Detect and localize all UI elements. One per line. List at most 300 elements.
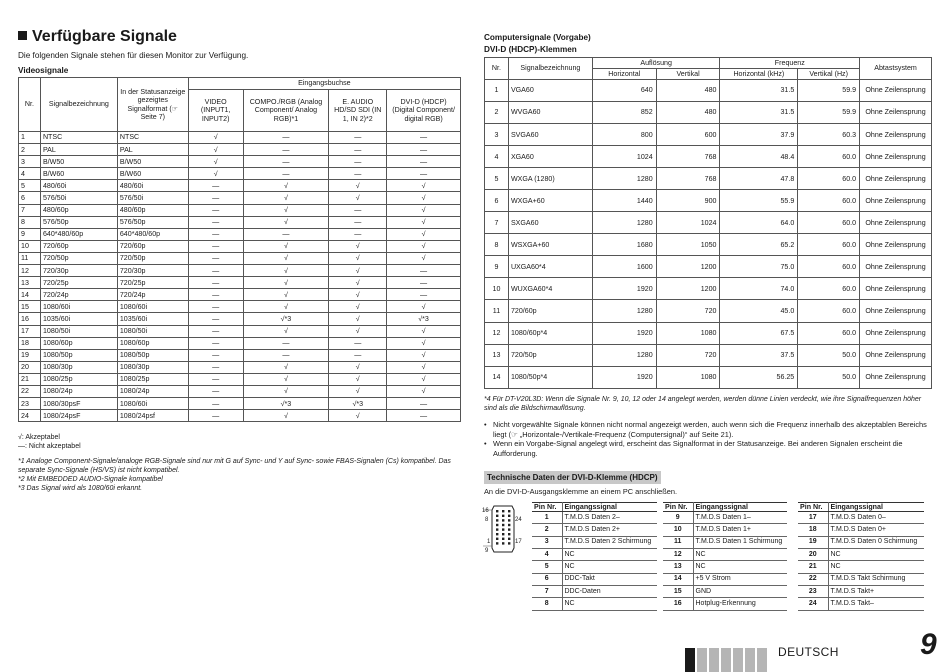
cell-input-signal: T.M.D.S Daten 2+ [562, 524, 657, 536]
pin-row [663, 512, 787, 524]
cell-res-h: 1600 [592, 256, 656, 278]
pin-row [798, 524, 924, 536]
cell-nr: 16 [19, 313, 41, 325]
note-item: • Wenn ein Vorgabe-Signal angelegt wird, erscheint das Signalformat in der Statusanzeige. Bei anderen Signalen erscheint die Aufforderung. [484, 439, 932, 458]
col-frequency: Frequenz [720, 58, 860, 69]
connector-pin [508, 510, 510, 512]
cell-signal-name: 720/60p [40, 240, 117, 252]
pin-row [532, 573, 657, 585]
tab-bar [733, 648, 743, 672]
cell-nr: 1 [485, 80, 509, 102]
cell-freq-h: 31.5 [720, 102, 798, 124]
cell-video: — [188, 180, 243, 192]
cell-status-format: 576/50p [117, 216, 188, 228]
connector-pin [502, 528, 504, 530]
cell-signal-name: 640*480/60p [40, 228, 117, 240]
cell-freq-h: 37.9 [720, 124, 798, 146]
cell-nr: 10 [485, 278, 509, 300]
cell-eaudio: √ [329, 313, 387, 325]
table-row [19, 168, 461, 180]
cell-freq-v: 60.0 [798, 256, 860, 278]
cell-freq-v: 60.0 [798, 300, 860, 322]
table-row [19, 216, 461, 228]
cell-res-h: 1280 [592, 344, 656, 366]
cell-signal-name: 720/50p [40, 252, 117, 264]
connector-pin [496, 519, 498, 521]
cell-signal-name: 720/30p [40, 265, 117, 277]
cell-eaudio: √ [329, 410, 387, 422]
table-row [19, 361, 461, 373]
dvi-pin-label: 8 [485, 517, 489, 523]
pin-row [663, 585, 787, 597]
cell-scan: Ohne Zeilensprung [860, 168, 932, 190]
table-row [485, 146, 932, 168]
cell-input-signal: T.M.D.S Takt Schirmung [828, 573, 924, 585]
col-res-vertical: Vertikal [656, 69, 720, 80]
cell-signal-name: 1035/60i [40, 313, 117, 325]
cell-signal-name: 1080/30p [40, 361, 117, 373]
pin-row [798, 549, 924, 561]
cell-compo-rgb: √ [243, 204, 329, 216]
table-row [19, 289, 461, 301]
cell-freq-v: 60.0 [798, 212, 860, 234]
cell-eaudio: √ [329, 180, 387, 192]
cell-status-format: NTSC [117, 132, 188, 144]
footnote-1: *1 Analoge Component-Signale/analoge RGB-Signale sind nur mit G auf Sync- und Y auf Sync- sowie FBAS-Signalen (Cs) kompatibel. Das separate Sync-Signale (HS/VS) ist nicht kompatibel. [18, 458, 451, 474]
table-row [19, 337, 461, 349]
cell-video: √ [188, 144, 243, 156]
dvi-pin-table-2 [663, 502, 787, 611]
cell-freq-v: 60.0 [798, 190, 860, 212]
cell-pin-nr: 22 [798, 573, 828, 585]
cell-freq-v: 50.0 [798, 344, 860, 366]
cell-res-v: 1080 [656, 366, 720, 388]
table-row [19, 277, 461, 289]
tab-bar [685, 648, 695, 672]
cell-signal-name: B/W60 [40, 168, 117, 180]
pin-row [532, 598, 657, 610]
cell-dvi: √ [387, 180, 461, 192]
cell-video: — [188, 204, 243, 216]
cell-compo-rgb: — [243, 156, 329, 168]
cell-res-h: 1280 [592, 212, 656, 234]
cell-compo-rgb: √ [243, 410, 329, 422]
cell-scan: Ohne Zeilensprung [860, 80, 932, 102]
cell-res-v: 1024 [656, 212, 720, 234]
cell-input-signal: T.M.D.S Daten 0– [828, 512, 924, 524]
cell-signal-name: 576/50p [40, 216, 117, 228]
cell-signal-name: WVGA60 [508, 102, 592, 124]
cell-dvi: √ [387, 337, 461, 349]
connector-pin [496, 515, 498, 517]
table-row [19, 349, 461, 361]
cell-status-format: 1080/24psf [117, 410, 188, 422]
cell-eaudio: — [329, 228, 387, 240]
cell-dvi: √ [387, 325, 461, 337]
cell-signal-name: SVGA60 [508, 124, 592, 146]
square-bullet-icon [18, 31, 27, 40]
connector-pin [496, 524, 498, 526]
cell-signal-name: 1080/60i [40, 301, 117, 313]
cell-pin-nr: 20 [798, 549, 828, 561]
cell-dvi: √ [387, 385, 461, 397]
cell-status-format: 640*480/60p [117, 228, 188, 240]
table-row [485, 124, 932, 146]
cell-input-signal: T.M.D.S Takt– [828, 598, 924, 610]
cell-input-signal: NC [562, 561, 657, 573]
cell-nr: 13 [485, 344, 509, 366]
cell-res-h: 852 [592, 102, 656, 124]
cell-eaudio: √ [329, 301, 387, 313]
cell-res-h: 1280 [592, 168, 656, 190]
cell-pin-nr: 12 [663, 549, 693, 561]
cell-status-format: 1080/50i [117, 325, 188, 337]
pin-row [798, 585, 924, 597]
cell-res-h: 1920 [592, 322, 656, 344]
cell-freq-h: 56.25 [720, 366, 798, 388]
cell-signal-name: 1080/60p [40, 337, 117, 349]
dvi-pin-label: 24 [515, 517, 522, 523]
cell-nr: 3 [485, 124, 509, 146]
connector-pin [496, 528, 498, 530]
cell-res-h: 1680 [592, 234, 656, 256]
cell-signal-name: 1080/30psF [40, 398, 117, 410]
cell-video: — [188, 252, 243, 264]
pin-row [532, 561, 657, 573]
cell-signal-name: 1080/50p*4 [508, 366, 592, 388]
cell-input-signal: T.M.D.S Daten 1– [693, 512, 787, 524]
connector-pin [508, 519, 510, 521]
cell-res-v: 768 [656, 168, 720, 190]
video-signals-table [18, 77, 461, 422]
cell-input-signal: T.M.D.S Daten 0 Schirmung [828, 536, 924, 548]
table-row [485, 168, 932, 190]
cell-signal-name: 480/60i [40, 180, 117, 192]
table-row [19, 410, 461, 422]
cell-status-format: 720/24p [117, 289, 188, 301]
table-row [19, 144, 461, 156]
cell-signal-name: B/W50 [40, 156, 117, 168]
cell-nr: 8 [19, 216, 41, 228]
cell-input-signal: DDC-Takt [562, 573, 657, 585]
cell-eaudio: √ [329, 192, 387, 204]
col-signal-name: Signalbezeichnung [40, 78, 117, 132]
table-row [19, 240, 461, 252]
cell-video: — [188, 265, 243, 277]
table-row [19, 385, 461, 397]
cell-scan: Ohne Zeilensprung [860, 234, 932, 256]
cell-nr: 6 [485, 190, 509, 212]
cell-compo-rgb: — [243, 228, 329, 240]
table-row [485, 234, 932, 256]
col-nr: Nr. [485, 58, 509, 80]
table-row [485, 256, 932, 278]
cell-signal-name: 1080/24psF [40, 410, 117, 422]
cell-nr: 2 [19, 144, 41, 156]
cell-freq-h: 67.5 [720, 322, 798, 344]
table-row [485, 102, 932, 124]
cell-res-v: 600 [656, 124, 720, 146]
connector-pin [508, 542, 510, 544]
note-item: • Nicht vorgewählte Signale können nicht normal angezeigt werden, auch wenn sich die Frequenz innerhalb des akzeptablen Bereichs liegt (☞ „Horizontale-/Vertikale-Frequenz (Computersignal)“ auf Seite 21). [484, 420, 932, 439]
cell-res-h: 1920 [592, 278, 656, 300]
table-row [19, 180, 461, 192]
cell-nr: 14 [485, 366, 509, 388]
cell-video: — [188, 289, 243, 301]
cell-scan: Ohne Zeilensprung [860, 300, 932, 322]
cell-input-signal: +5 V Strom [693, 573, 787, 585]
dvi-pin-table-3 [798, 502, 924, 611]
table-row [19, 228, 461, 240]
cell-eaudio: — [329, 216, 387, 228]
cell-freq-v: 50.0 [798, 366, 860, 388]
computer-footnote: *4 Für DT-V20L3D: Wenn die Signale Nr. 9, 10, 12 oder 14 angelegt werden, werden dünne Linien verdeckt, wie ihre Signalfrequenzen höher sind als die Bildschirmauflösung. [484, 396, 922, 412]
cell-eaudio: √ [329, 361, 387, 373]
cell-nr: 6 [19, 192, 41, 204]
page-number: 9 [920, 628, 937, 661]
table-row [19, 398, 461, 410]
cell-compo-rgb: √ [243, 252, 329, 264]
cell-dvi: √ [387, 349, 461, 361]
pin-row [663, 524, 787, 536]
cell-input-signal: NC [562, 549, 657, 561]
col-signal-name: Signalbezeichnung [508, 58, 592, 80]
connector-pin [502, 524, 504, 526]
cell-input-signal: NC [693, 561, 787, 573]
cell-res-h: 1440 [592, 190, 656, 212]
cell-input-signal: NC [693, 549, 787, 561]
dvi-pin-table-1 [532, 502, 657, 611]
col-input-signal: Eingangssignal [693, 503, 787, 512]
cell-compo-rgb: √ [243, 192, 329, 204]
cell-freq-v: 59.9 [798, 102, 860, 124]
cell-nr: 12 [19, 265, 41, 277]
cell-nr: 11 [19, 252, 41, 264]
col-pin-nr: Pin Nr. [663, 503, 693, 512]
dvi-pin-label: 1 [487, 539, 491, 545]
computer-section-title: Computersignale (Vorgabe) [484, 33, 591, 42]
cell-compo-rgb: — [243, 349, 329, 361]
cell-pin-nr: 2 [532, 524, 562, 536]
intro-text: Die folgenden Signale stehen für diesen Monitor zur Verfügung. [18, 51, 249, 60]
cell-dvi: √*3 [387, 313, 461, 325]
cell-input-signal: Hotplug-Erkennung [693, 598, 787, 610]
cell-input-signal: T.M.D.S Daten 2 Schirmung [562, 536, 657, 548]
table-row [19, 325, 461, 337]
connector-pin [496, 533, 498, 535]
dvi-section-title: Technische Daten der DVI-D-Klemme (HDCP) [484, 471, 661, 484]
cell-freq-h: 75.0 [720, 256, 798, 278]
cell-video: — [188, 373, 243, 385]
cell-video: — [188, 325, 243, 337]
pin-row [798, 598, 924, 610]
cell-scan: Ohne Zeilensprung [860, 102, 932, 124]
table-row [19, 252, 461, 264]
cell-compo-rgb: √ [243, 180, 329, 192]
cell-pin-nr: 19 [798, 536, 828, 548]
pin-row [532, 524, 657, 536]
cell-status-format: 480/60p [117, 204, 188, 216]
connector-pin [508, 515, 510, 517]
cell-signal-name: WUXGA60*4 [508, 278, 592, 300]
table-row [19, 265, 461, 277]
cell-freq-h: 45.0 [720, 300, 798, 322]
cell-res-v: 480 [656, 102, 720, 124]
computer-section-subtitle: DVI-D (HDCP)-Klemmen [484, 45, 577, 54]
cell-pin-nr: 24 [798, 598, 828, 610]
cell-compo-rgb: √ [243, 289, 329, 301]
cell-input-signal: NC [562, 598, 657, 610]
dvi-pin-label: 9 [485, 548, 489, 554]
cell-status-format: PAL [117, 144, 188, 156]
cell-scan: Ohne Zeilensprung [860, 212, 932, 234]
connector-pin [502, 515, 504, 517]
cell-signal-name: SXGA60 [508, 212, 592, 234]
cell-signal-name: WSXGA+60 [508, 234, 592, 256]
cell-status-format: 1080/50p [117, 349, 188, 361]
cell-status-format: 1080/25p [117, 373, 188, 385]
pin-row [663, 549, 787, 561]
cell-pin-nr: 11 [663, 536, 693, 548]
cell-eaudio: √ [329, 277, 387, 289]
cell-signal-name: 480/60p [40, 204, 117, 216]
col-input-signal: Eingangssignal [828, 503, 924, 512]
cell-status-format: 576/50i [117, 192, 188, 204]
cell-freq-v: 60.3 [798, 124, 860, 146]
video-footnotes [18, 458, 461, 494]
cell-nr: 21 [19, 373, 41, 385]
cell-nr: 14 [19, 289, 41, 301]
cell-nr: 10 [19, 240, 41, 252]
table-row [485, 278, 932, 300]
cell-dvi: — [387, 289, 461, 301]
cell-status-format: 1080/60i [117, 398, 188, 410]
computer-signals-table [484, 57, 932, 389]
cell-eaudio: √ [329, 240, 387, 252]
cell-status-format: 1080/60i [117, 301, 188, 313]
table-row [19, 156, 461, 168]
cell-input-signal: T.M.D.S Daten 1 Schirmung [693, 536, 787, 548]
col-status-format: In der Statusanzeige gezeigtes Signalformat (☞ Seite 7) [117, 78, 188, 132]
cell-eaudio: √ [329, 373, 387, 385]
cell-signal-name: 1080/25p [40, 373, 117, 385]
cell-res-v: 720 [656, 300, 720, 322]
computer-table-body [485, 80, 932, 389]
pin-row [532, 512, 657, 524]
cell-dvi: — [387, 410, 461, 422]
cell-pin-nr: 4 [532, 549, 562, 561]
cell-freq-v: 60.0 [798, 168, 860, 190]
cell-nr: 17 [19, 325, 41, 337]
cell-dvi: — [387, 398, 461, 410]
cell-res-v: 768 [656, 146, 720, 168]
cell-res-v: 1200 [656, 278, 720, 300]
cell-scan: Ohne Zeilensprung [860, 190, 932, 212]
cell-nr: 9 [485, 256, 509, 278]
cell-pin-nr: 16 [663, 598, 693, 610]
cell-eaudio: — [329, 204, 387, 216]
table-row [19, 204, 461, 216]
video-table-body [19, 132, 461, 422]
connector-pin [508, 528, 510, 530]
cell-eaudio: — [329, 168, 387, 180]
cell-status-format: 1035/60i [117, 313, 188, 325]
computer-notes [484, 420, 932, 459]
cell-compo-rgb: √ [243, 265, 329, 277]
cell-res-h: 800 [592, 124, 656, 146]
connector-pin [502, 542, 504, 544]
table-row [485, 322, 932, 344]
cell-signal-name: 720/24p [40, 289, 117, 301]
cell-freq-v: 60.0 [798, 322, 860, 344]
connector-pin [508, 524, 510, 526]
cell-eaudio: √*3 [329, 398, 387, 410]
connector-pin [508, 538, 510, 540]
cell-nr: 11 [485, 300, 509, 322]
cell-video: √ [188, 168, 243, 180]
cell-nr: 4 [485, 146, 509, 168]
cell-eaudio: — [329, 144, 387, 156]
legend-reject: —: Nicht akzeptabel [18, 443, 81, 451]
col-input-group: Eingangsbuchse [188, 78, 460, 90]
cell-res-v: 1050 [656, 234, 720, 256]
cell-eaudio: √ [329, 289, 387, 301]
cell-compo-rgb: — [243, 132, 329, 144]
cell-signal-name: VGA60 [508, 80, 592, 102]
col-compo-rgb: COMPO./RGB (Analog Component/ Analog RGB)*1 [243, 90, 329, 132]
col-eaudio: E. AUDIO HD/SD SDI (IN 1, IN 2)*2 [329, 90, 387, 132]
col-freq-vertical: Vertikal (Hz) [798, 69, 860, 80]
cell-pin-nr: 17 [798, 512, 828, 524]
connector-pin [502, 510, 504, 512]
cell-pin-nr: 7 [532, 585, 562, 597]
table-row [19, 301, 461, 313]
cell-compo-rgb: — [243, 144, 329, 156]
cell-res-v: 900 [656, 190, 720, 212]
cell-status-format: 1080/24p [117, 385, 188, 397]
cell-dvi: √ [387, 216, 461, 228]
cell-input-signal: DDC-Daten [562, 585, 657, 597]
connector-pin [496, 510, 498, 512]
cell-nr: 24 [19, 410, 41, 422]
cell-dvi: √ [387, 301, 461, 313]
video-section-title: Videosignale [18, 66, 69, 75]
pin-row [798, 573, 924, 585]
cell-nr: 2 [485, 102, 509, 124]
cell-pin-nr: 10 [663, 524, 693, 536]
cell-pin-nr: 14 [663, 573, 693, 585]
cell-video: — [188, 361, 243, 373]
page-title: Verfügbare Signale [18, 28, 177, 46]
cell-eaudio: √ [329, 265, 387, 277]
pin-row [663, 536, 787, 548]
col-freq-horizontal: Horizontal (kHz) [720, 69, 798, 80]
cell-dvi: √ [387, 228, 461, 240]
cell-status-format: 720/60p [117, 240, 188, 252]
cell-signal-name: 1080/50i [40, 325, 117, 337]
dvi-pin-label: 17 [515, 539, 522, 545]
cell-pin-nr: 5 [532, 561, 562, 573]
footnote-3: *3 Das Signal wird als 1080/60i erkannt. [18, 484, 143, 492]
cell-video: — [188, 240, 243, 252]
cell-scan: Ohne Zeilensprung [860, 146, 932, 168]
cell-status-format: 720/50p [117, 252, 188, 264]
cell-signal-name: 720/50p [508, 344, 592, 366]
cell-input-signal: T.M.D.S Takt+ [828, 585, 924, 597]
tab-bar [709, 648, 719, 672]
col-video: VIDEO (INPUT1, INPUT2) [188, 90, 243, 132]
tab-bar [697, 648, 707, 672]
